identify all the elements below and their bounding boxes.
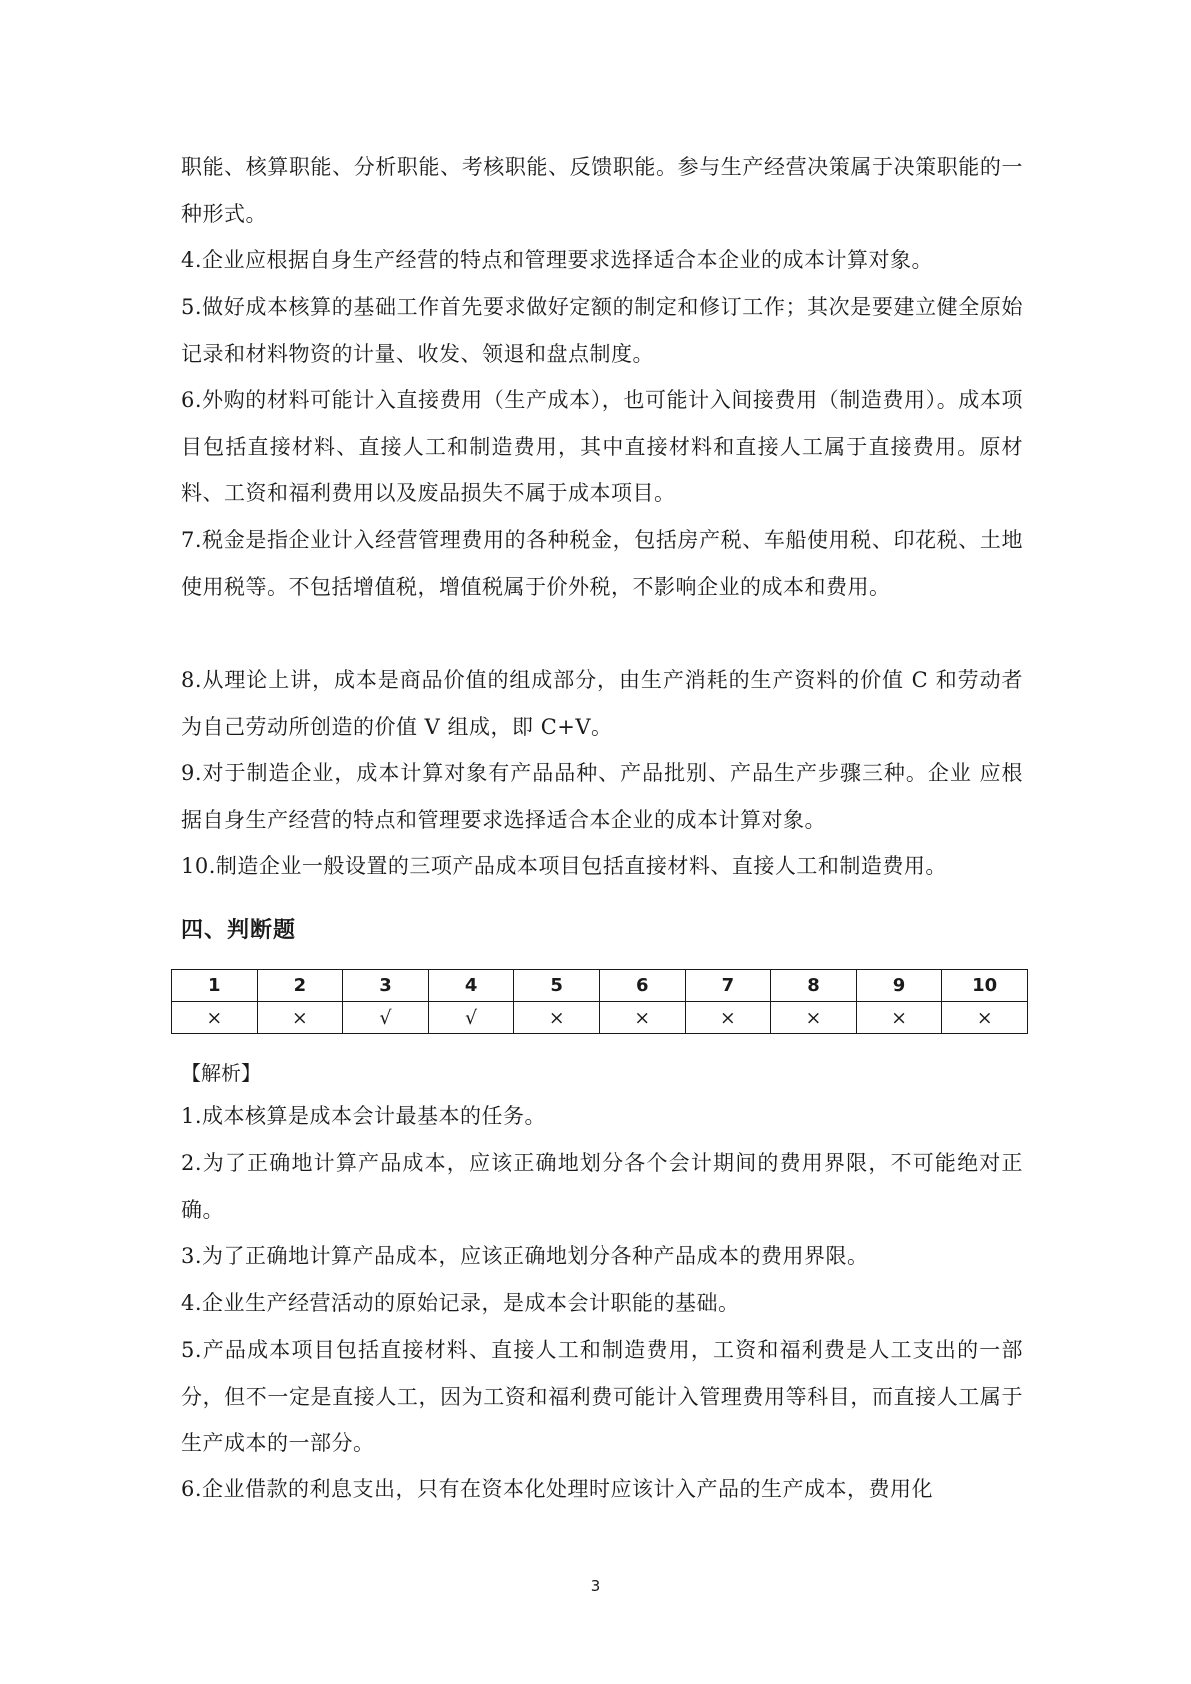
question-number-cell: 4 (428, 970, 514, 1002)
answer-cell: × (856, 1002, 942, 1034)
question-number-cell: 8 (771, 970, 857, 1002)
analysis-item-3: 3.为了正确地计算产品成本，应该正确地划分各种产品成本的费用界限。 (181, 1244, 869, 1268)
paragraph-item-4: 4.企业应根据自身生产经营的特点和管理要求选择适合本企业的成本计算对象。 (181, 248, 934, 272)
question-number-cell: 5 (514, 970, 600, 1002)
section-heading-true-false: 四、判断题 (181, 918, 297, 943)
analysis-item-4: 4.企业生产经营活动的原始记录，是成本会计职能的基础。 (181, 1291, 740, 1315)
page-number: 3 (590, 1577, 601, 1595)
paragraph-item-9: 9.对于制造企业，成本计算对象有产品品种、产品批别、产品生产步骤三种。企业 应根据自身生产经营的特点和管理要求选择适合本企业的成本计算对象。 (181, 761, 1023, 832)
answer-table-number-row (172, 970, 1028, 1002)
paragraph-decision-function: 职能、核算职能、分析职能、考核职能、反馈职能。参与生产经营决策属于决策职能的一种形式。 (181, 155, 1023, 226)
question-number-cell: 3 (343, 970, 429, 1002)
analysis-item-2: 2.为了正确地计算产品成本，应该正确地划分各个会计期间的费用界限，不可能绝对正确。 (181, 1151, 1023, 1222)
question-number-cell: 7 (685, 970, 771, 1002)
answer-cell: × (599, 1002, 685, 1034)
answer-table (171, 969, 1028, 1034)
answer-cell: × (685, 1002, 771, 1034)
question-number-cell: 9 (856, 970, 942, 1002)
analysis-item-6: 6.企业借款的利息支出，只有在资本化处理时应该计入产品的生产成本，费用化 (181, 1477, 934, 1501)
answer-cell: √ (343, 1002, 429, 1034)
question-number-cell: 10 (942, 970, 1028, 1002)
question-number-cell: 1 (172, 970, 258, 1002)
question-number-cell: 2 (257, 970, 343, 1002)
answer-cell: × (257, 1002, 343, 1034)
paragraph-item-6: 6.外购的材料可能计入直接费用（生产成本），也可能计入间接费用（制造费用）。成本项目包括直接材料、直接人工和制造费用，其中直接材料和直接人工属于直接费用。原材料、工资和福利费用以及废品损失不属于成本项目。 (181, 388, 1023, 505)
analysis-item-5: 5.产品成本项目包括直接材料、直接人工和制造费用，工资和福利费是人工支出的一部分，但不一定是直接人工，因为工资和福利费可能计入管理费用等科目，而直接人工属于生产成本的一部分。 (181, 1338, 1023, 1455)
answer-cell: √ (428, 1002, 514, 1034)
question-number-cell: 6 (599, 970, 685, 1002)
paragraph-item-5: 5.做好成本核算的基础工作首先要求做好定额的制定和修订工作；其次是要建立健全原始记录和材料物资的计量、收发、领退和盘点制度。 (181, 295, 1023, 366)
analysis-label: 【解析】 (181, 1061, 261, 1085)
paragraph-item-8: 8.从理论上讲，成本是商品价值的组成部分，由生产消耗的生产资料的价值 C 和劳动者为自己劳动所创造的价值 V 组成，即 C+V。 (181, 668, 1023, 739)
paragraph-item-10: 10.制造企业一般设置的三项产品成本项目包括直接材料、直接人工和制造费用。 (181, 854, 947, 878)
analysis-item-1: 1.成本核算是成本会计最基本的任务。 (181, 1104, 547, 1128)
answer-cell: × (172, 1002, 258, 1034)
paragraph-item-7: 7.税金是指企业计入经营管理费用的各种税金，包括房产税、车船使用税、印花税、土地使用税等。不包括增值税，增值税属于价外税，不影响企业的成本和费用。 (181, 528, 1023, 599)
answer-cell: × (514, 1002, 600, 1034)
answer-cell: × (942, 1002, 1028, 1034)
answer-cell: × (771, 1002, 857, 1034)
answer-table-answer-row (172, 1002, 1028, 1034)
